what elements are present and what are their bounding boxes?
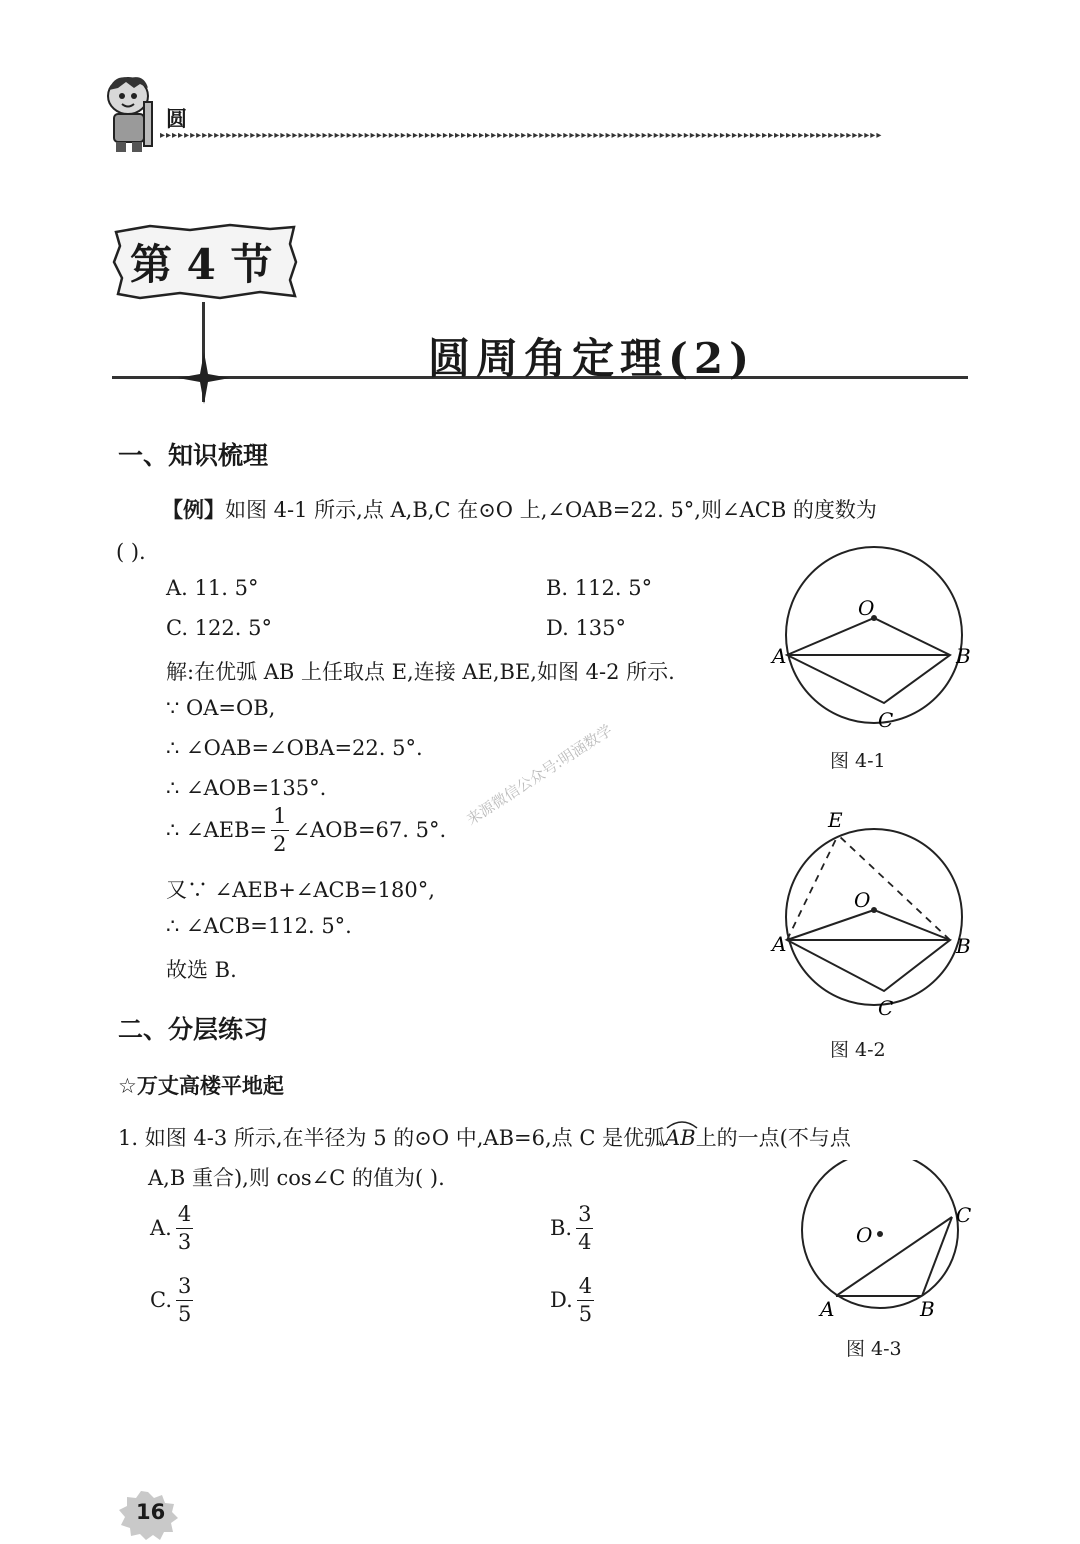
fig1-label-b: B	[956, 644, 971, 668]
arc-mark-icon	[665, 1119, 699, 1129]
q1-option-c-den: 5	[178, 1302, 192, 1326]
solution-fraction-line	[166, 806, 446, 855]
heading-practice: 二、分层练习	[118, 1015, 269, 1044]
solution-line-7: ∴ ∠ACB=112. 5°.	[166, 914, 352, 938]
fig2-label-b: B	[956, 934, 971, 958]
fig3-label-a: A	[820, 1297, 835, 1321]
option-d: D. 135°	[546, 616, 627, 640]
option-b: B. 112. 5°	[546, 576, 653, 600]
option-c: C. 122. 5°	[166, 616, 272, 640]
fig3-caption: 图 4-3	[846, 1338, 902, 1360]
q1-option-a-label: A.	[150, 1216, 172, 1240]
figure-4-2	[760, 805, 990, 1020]
q1-option-b	[550, 1204, 597, 1253]
fig1-label-o: O	[858, 596, 875, 620]
section-title: 圆周角定理(2)	[428, 334, 755, 383]
q1-option-c	[150, 1276, 197, 1325]
page-number: 16	[136, 1500, 166, 1524]
fig2-label-a: A	[772, 932, 787, 956]
q1-option-d-den: 5	[578, 1302, 593, 1326]
solution-line-4: ∴ ∠AOB=135°.	[166, 776, 327, 800]
fraction-numerator: 1	[271, 806, 288, 831]
section-label: 第 4 节	[130, 240, 273, 289]
option-a: A. 11. 5°	[166, 576, 259, 600]
q1-text-pre: 1. 如图 4-3 所示,在半径为 5 的⊙O 中,AB=6,点 C 是优弧	[118, 1126, 666, 1150]
q1-option-c-label: C.	[150, 1288, 172, 1312]
q1-option-a-den: 3	[177, 1230, 192, 1254]
fraction-suffix: ∠AOB=67. 5°.	[292, 818, 447, 842]
subheading-level: ☆万丈高楼平地起	[118, 1074, 284, 1098]
question-1-line-1	[118, 1122, 851, 1152]
banner-star-icon	[178, 352, 230, 404]
q1-option-b-den: 4	[578, 1230, 592, 1254]
figure-4-3	[790, 1160, 990, 1330]
fig1-caption: 图 4-1	[830, 750, 886, 772]
fig3-label-b: B	[920, 1297, 935, 1321]
q1-option-a-num: 4	[176, 1204, 193, 1229]
figure-4-1	[760, 535, 990, 745]
fig1-label-c: C	[878, 708, 894, 732]
fig2-label-e: E	[828, 808, 843, 832]
header-arrow-line: ▸▸▸▸▸▸▸▸▸▸▸▸▸▸▸▸▸▸▸▸▸▸▸▸▸▸▸▸▸▸▸▸▸▸▸▸▸▸▸▸▸▸▸▸▸▸▸▸▸▸▸▸▸▸▸▸▸▸▸▸▸▸▸▸▸▸▸▸▸▸▸▸▸▸▸▸▸▸▸▸▸▸▸▸▸▸▸▸▸▸▸▸▸▸▸▸▸▸▸▸▸▸▸▸▸▸▸▸▸▸▸▸▸▸▸▸▸▸▸▸	[160, 130, 883, 141]
solution-line-8: 故选 B.	[166, 958, 237, 982]
fig1-label-a: A	[772, 644, 787, 668]
fig2-caption: 图 4-2	[830, 1039, 886, 1061]
q1-option-d	[550, 1276, 598, 1325]
watermark: 来源微信公众号:明涵数学	[463, 721, 616, 829]
q1-option-b-num: 3	[576, 1204, 593, 1229]
question-1-line-2: A,B 重合),则 cos∠C 的值为( ).	[148, 1166, 445, 1190]
mascot-icon	[100, 72, 162, 154]
q1-arc-label	[665, 1126, 696, 1150]
fig2-label-c: C	[878, 996, 894, 1020]
solution-line-6: 又∵ ∠AEB+∠ACB=180°,	[166, 878, 435, 902]
heading-knowledge: 一、知识梳理	[118, 441, 269, 470]
example-text: 如图 4-1 所示,点 A,B,C 在⊙O 上,∠OAB=22. 5°,则∠ACB 的度数为	[225, 498, 877, 522]
q1-arc-text: AB	[665, 1126, 696, 1150]
q1-option-a	[150, 1204, 197, 1253]
q1-text-post: 上的一点(不与点	[695, 1126, 851, 1150]
fraction-denominator: 2	[273, 832, 287, 856]
fig2-label-o: O	[854, 888, 871, 912]
fig3-label-o: O	[856, 1223, 873, 1247]
solution-line-1: 解:在优弧 AB 上任取点 E,连接 AE,BE,如图 4-2 所示.	[166, 660, 675, 684]
q1-option-d-label: D.	[550, 1288, 573, 1312]
chapter-label: 圆	[166, 107, 187, 131]
fig3-label-c: C	[956, 1203, 972, 1227]
q1-option-d-num: 4	[577, 1276, 594, 1301]
q1-option-b-label: B.	[550, 1216, 573, 1240]
example-question	[162, 494, 877, 524]
fraction-prefix: ∴ ∠AEB=	[166, 818, 268, 842]
q1-option-c-num: 3	[176, 1276, 193, 1301]
solution-line-3: ∴ ∠OAB=∠OBA=22. 5°.	[166, 736, 423, 760]
solution-line-2: ∵ OA=OB,	[166, 696, 276, 720]
example-blank: ( ).	[116, 540, 146, 564]
example-tag: 【例】	[162, 498, 225, 522]
